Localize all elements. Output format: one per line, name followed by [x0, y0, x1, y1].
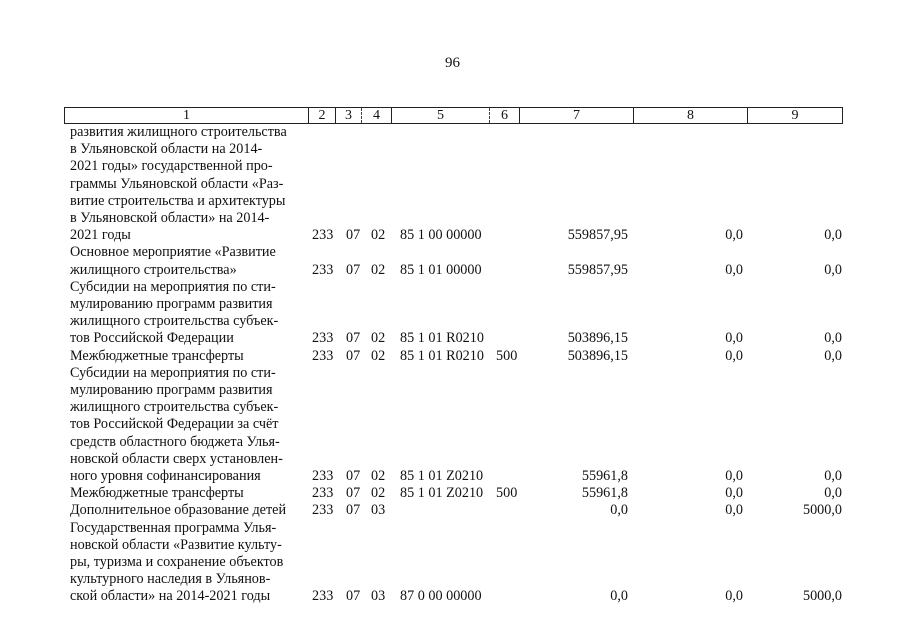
col-9-amount: 0,0 — [824, 227, 842, 244]
col-4-subsection: 02 — [371, 227, 386, 244]
col-9-amount: 0,0 — [824, 330, 842, 347]
table-row — [0, 348, 905, 365]
col-5-target-article: 85 1 01 00000 — [400, 261, 482, 278]
description-line: ного уровня софинансирования — [70, 468, 261, 485]
col-5-target-article: 85 1 00 00000 — [400, 227, 482, 244]
col-3-section: 07 — [346, 588, 361, 605]
row-description — [70, 124, 298, 244]
description-line: Основное мероприятие «Развитие — [70, 244, 276, 261]
col-3-section: 07 — [346, 485, 361, 502]
col-3-section: 07 — [346, 227, 361, 244]
table-row — [0, 502, 905, 519]
description-line: Межбюджетные трансферты — [70, 485, 244, 502]
description-line: мулированию программ развития — [70, 296, 273, 312]
col-9-amount: 0,0 — [824, 261, 842, 278]
col-8-amount: 0,0 — [725, 330, 743, 347]
header-col-9: 9 — [747, 108, 842, 123]
col-5-target-article: 85 1 01 R0210 — [400, 330, 484, 347]
row-description — [70, 520, 298, 606]
row-description — [70, 348, 298, 365]
col-7-amount: 0,0 — [610, 588, 628, 605]
col-9-amount: 5000,0 — [802, 502, 842, 519]
header-col-8: 8 — [633, 108, 747, 123]
description-line: мулированию программ развития — [70, 382, 273, 398]
col-8-amount: 0,0 — [725, 347, 743, 364]
description-line: развития жилищного строительства — [70, 124, 287, 140]
col-2-admin-code: 233 — [312, 502, 334, 519]
row-description — [70, 244, 298, 278]
table-row — [0, 244, 905, 278]
col-8-amount: 0,0 — [725, 485, 743, 502]
col-5-target-article: 85 1 01 Z0210 — [400, 467, 484, 484]
description-line: тов Российской Федерации — [70, 330, 234, 347]
col-9-amount: 5000,0 — [802, 588, 842, 605]
description-line: граммы Ульяновской области «Раз- — [70, 175, 284, 192]
description-line: новской области «Развитие культу- — [70, 536, 282, 553]
col-2-admin-code: 233 — [312, 347, 334, 364]
col-3-section: 07 — [346, 330, 361, 347]
table-row — [0, 520, 905, 606]
description-line: 2021 годы» государственной про- — [70, 158, 273, 175]
table-row — [0, 279, 905, 348]
description-line: ры, туризма и сохранение объектов — [70, 554, 284, 570]
col-3-section: 07 — [346, 347, 361, 364]
row-description — [70, 485, 298, 502]
col-4-subsection: 02 — [371, 347, 386, 364]
col-7-amount: 0,0 — [610, 502, 628, 519]
col-5-target-article: 85 1 01 Z0210 — [400, 485, 484, 502]
description-line: средств областного бюджета Улья- — [70, 433, 280, 450]
col-8-amount: 0,0 — [725, 502, 743, 519]
description-line: 2021 годы — [70, 227, 131, 244]
col-5-target-article: 85 1 01 R0210 — [400, 347, 484, 364]
col-6-expense-type: 500 — [496, 485, 518, 502]
col-3-section: 07 — [346, 467, 361, 484]
col-7-amount: 503896,15 — [567, 330, 628, 347]
header-col-3: 3 — [335, 108, 361, 123]
table-row — [0, 124, 905, 244]
description-line: Межбюджетные трансферты — [70, 347, 244, 364]
col-5-target-article: 87 0 00 00000 — [400, 588, 482, 605]
description-line: Дополнительное образование детей — [70, 502, 287, 519]
col-7-amount: 55961,8 — [581, 467, 628, 484]
table-row — [0, 485, 905, 502]
col-8-amount: 0,0 — [725, 467, 743, 484]
col-9-amount: 0,0 — [824, 467, 842, 484]
col-7-amount: 503896,15 — [567, 347, 628, 364]
header-col-5: 5 — [391, 108, 489, 123]
description-line: жилищного строительства субъек- — [70, 313, 279, 330]
table-column-header-row — [64, 107, 843, 124]
col-9-amount: 0,0 — [824, 347, 842, 364]
col-4-subsection: 02 — [371, 467, 386, 484]
description-line: ской области» на 2014-2021 годы — [70, 588, 271, 605]
description-line: жилищного строительства субъек- — [70, 399, 279, 416]
row-description — [70, 279, 298, 348]
row-description — [70, 502, 298, 519]
description-line: Субсидии на мероприятия по сти- — [70, 278, 276, 295]
col-2-admin-code: 233 — [312, 467, 334, 484]
header-col-4: 4 — [361, 108, 391, 123]
description-line: витие строительства и архитектуры — [70, 192, 286, 209]
col-4-subsection: 03 — [371, 502, 386, 519]
description-line: в Ульяновской области» на 2014- — [70, 210, 270, 227]
col-9-amount: 0,0 — [824, 485, 842, 502]
table-row — [0, 365, 905, 485]
col-3-section: 07 — [346, 261, 361, 278]
col-8-amount: 0,0 — [725, 588, 743, 605]
col-6-expense-type: 500 — [496, 347, 518, 364]
col-4-subsection: 02 — [371, 485, 386, 502]
col-2-admin-code: 233 — [312, 330, 334, 347]
col-2-admin-code: 233 — [312, 227, 334, 244]
description-line: Субсидии на мероприятия по сти- — [70, 364, 276, 381]
page-number: 96 — [445, 55, 460, 71]
col-4-subsection: 03 — [371, 588, 386, 605]
description-line: жилищного строительства» — [70, 261, 237, 278]
col-7-amount: 559857,95 — [567, 261, 628, 278]
col-4-subsection: 02 — [371, 330, 386, 347]
col-8-amount: 0,0 — [725, 261, 743, 278]
col-3-section: 07 — [346, 502, 361, 519]
description-line: новской области сверх установлен- — [70, 450, 283, 467]
header-col-6: 6 — [489, 108, 519, 123]
description-line: в Ульяновской области на 2014- — [70, 141, 263, 158]
header-col-2: 2 — [308, 108, 335, 123]
col-2-admin-code: 233 — [312, 261, 334, 278]
header-col-1: 1 — [183, 108, 190, 123]
header-col-7: 7 — [519, 108, 633, 123]
description-line: Государственная программа Улья- — [70, 519, 277, 536]
col-4-subsection: 02 — [371, 261, 386, 278]
col-2-admin-code: 233 — [312, 588, 334, 605]
description-line: культурного наследия в Ульянов- — [70, 571, 271, 588]
col-8-amount: 0,0 — [725, 227, 743, 244]
col-7-amount: 559857,95 — [567, 227, 628, 244]
col-2-admin-code: 233 — [312, 485, 334, 502]
row-description — [70, 365, 298, 485]
col-7-amount: 55961,8 — [581, 485, 628, 502]
description-line: тов Российской Федерации за счёт — [70, 416, 279, 433]
